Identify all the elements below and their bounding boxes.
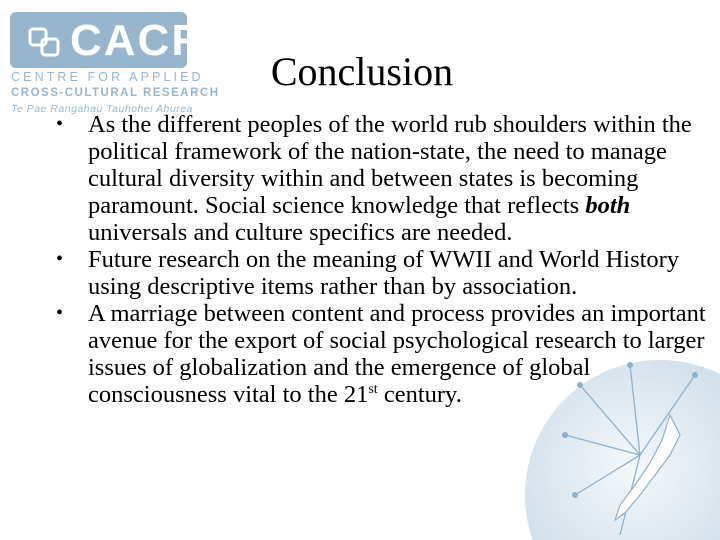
bullet-list xyxy=(52,111,712,408)
bullet-text: As the different peoples of the world rub shoulders within the political framework of the nation-state, the need to manage cultural diversity within and between states is becoming paramount. Social science knowledge that reflects both universals and culture specifics are needed. xyxy=(88,111,692,246)
bullet-item xyxy=(52,111,712,246)
bullet-dot-icon: • xyxy=(56,302,64,324)
logo-tagline-1: CENTRE FOR APPLIED xyxy=(11,70,204,84)
logo-tagline-2: CROSS-CULTURAL RESEARCH xyxy=(11,87,220,99)
bullet-item xyxy=(52,300,712,408)
superscript-st: st xyxy=(368,382,378,397)
slide-title: Conclusion xyxy=(270,49,454,94)
bullet-item xyxy=(52,246,712,300)
logo-tagline-3: Te Pae Rangahau Tauhohei Ahurea xyxy=(11,103,193,115)
bullet-text: A marriage between content and process provides an important avenue for the export of social psychological research to larger issues of globalization and the emergence of global consciousness vital to the 21st century. xyxy=(88,300,706,408)
logo-acronym: CACR xyxy=(70,16,206,65)
emphasis-both: both xyxy=(585,192,631,219)
bullet-dot-icon: • xyxy=(56,248,64,270)
bullet-dot-icon: • xyxy=(56,113,64,135)
bullet-text: Future research on the meaning of WWII and World History using descriptive items rather than by association. xyxy=(88,246,680,300)
